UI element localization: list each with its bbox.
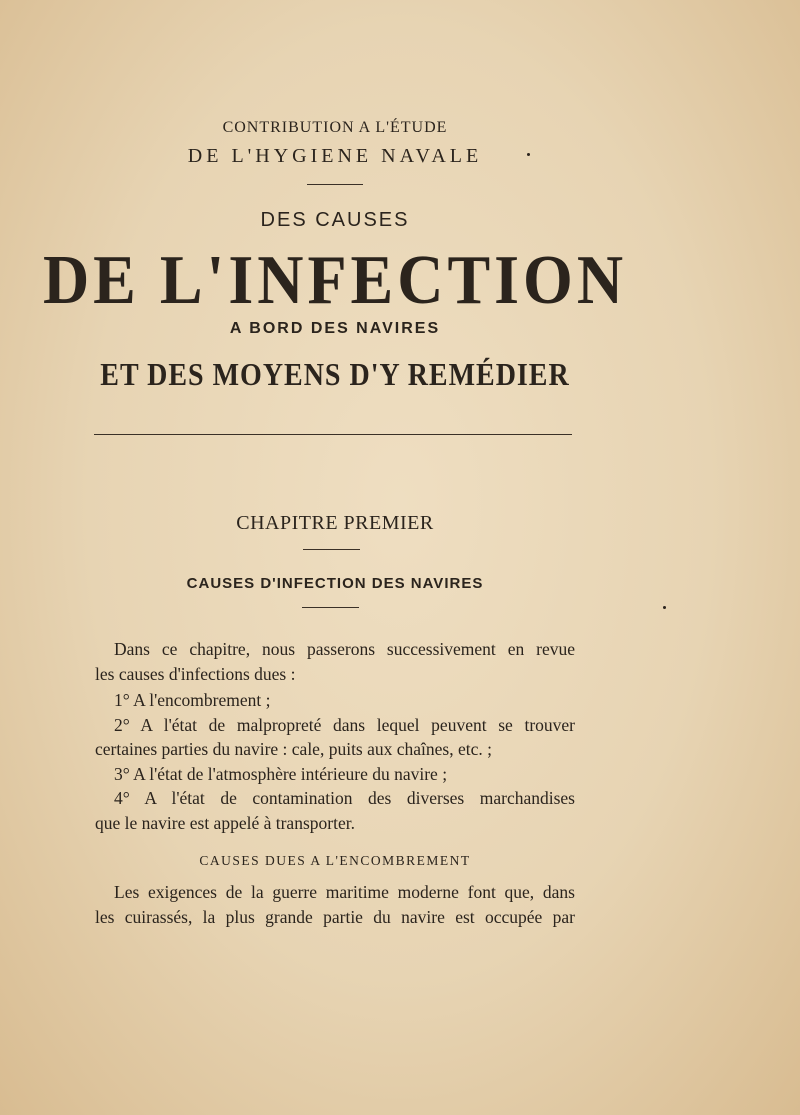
title-underline-rule [94,434,572,435]
body-line: les cuirassés, la plus grande partie du navire est occupée par [95,906,575,927]
title-line-4: ET DES MOYENS D'Y REMÉDIER [100,357,570,394]
list-item-continuation: certaines parties du navire : cale, puits aux chaînes, etc. ; [95,739,492,759]
section-rule [302,607,359,608]
series-title-line-1: CONTRIBUTION A L'ÉTUDE [222,119,448,136]
intro-line: Dans ce chapitre, nous passerons successivement en revue [114,639,575,659]
intro-paragraph [95,637,575,686]
ink-speck [663,606,666,609]
list-item: 4° A l'état de contamination des diverses marchandises [114,788,575,808]
section-heading: CAUSES D'INFECTION DES NAVIRES [186,575,484,592]
chapter-heading: CHAPITRE PREMIER [236,512,434,534]
ink-speck [527,153,530,156]
body-paragraph [95,880,575,929]
list-item: 1° A l'encombrement ; [114,690,271,710]
chapter-rule [303,549,360,550]
divider-rule [307,184,363,185]
title-line-3: A BORD DES NAVIRES [229,320,441,337]
causes-list [95,688,575,835]
title-main: DE L'INFECTION [42,240,628,319]
list-item: 2° A l'état de malpropreté dans lequel peuvent se trouver [114,714,575,735]
list-item-continuation: que le navire est appelé à transporter. [95,812,355,833]
intro-line: les causes d'infections dues : [95,663,296,684]
title-line-1: DES CAUSES [260,209,410,231]
list-item: 3° A l'état de l'atmosphère intérieure du navire ; [114,763,448,784]
subsection-heading: CAUSES DUES A L'ENCOMBREMENT [199,853,471,868]
series-title-line-2: DE L'HYGIENE NAVALE [187,145,483,167]
body-line: Les exigences de la guerre maritime moderne font que, dans [114,882,575,902]
